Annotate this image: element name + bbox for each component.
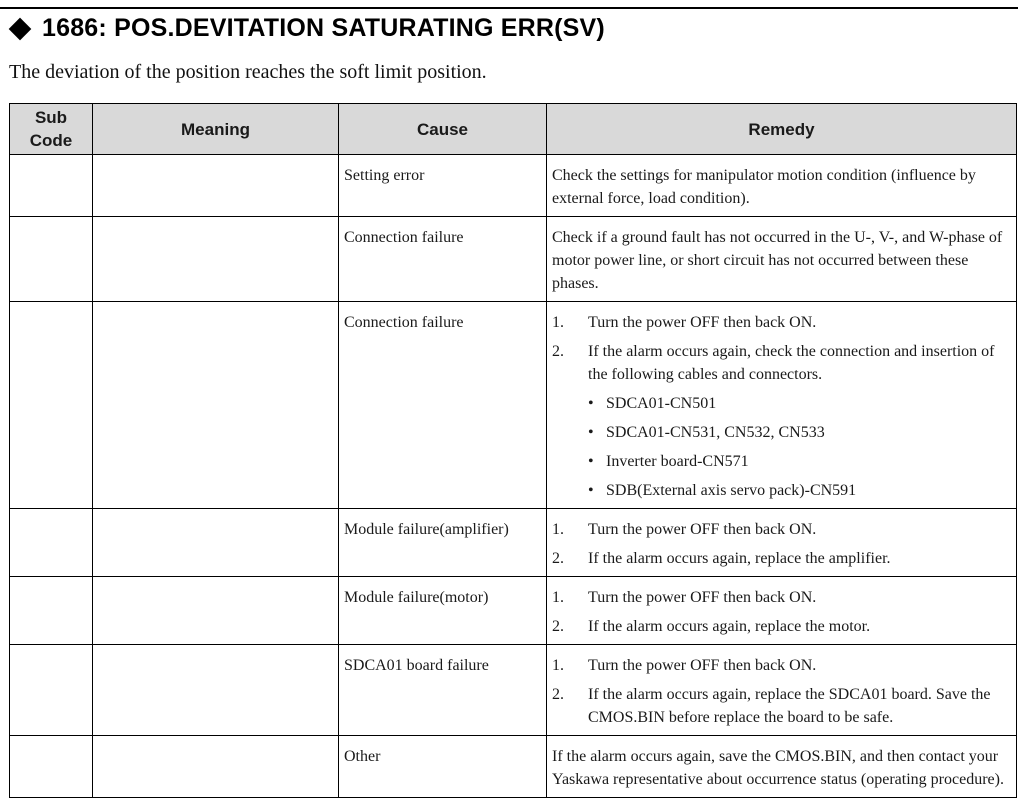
cause-cell: Module failure(motor) <box>339 577 547 645</box>
meaning-cell <box>93 509 339 577</box>
table-row <box>10 217 1017 302</box>
step-number: 1. <box>552 589 564 606</box>
remedy-cell: Check the settings for manipulator motion condition (influence by external force, load condition). <box>547 155 1017 217</box>
table-row <box>10 302 1017 509</box>
remedy-step <box>552 586 1011 609</box>
sub-code-cell <box>10 217 93 302</box>
table-row <box>10 736 1017 798</box>
table-row <box>10 155 1017 217</box>
cause-cell: Connection failure <box>339 302 547 509</box>
step-content <box>588 311 1011 334</box>
header-cause: Cause <box>339 104 547 155</box>
connector-label: SDCA01-CN501 <box>606 395 717 412</box>
step-text: If the alarm occurs again, replace the SDCA01 board. Save the CMOS.BIN before replace the board to be safe. <box>588 686 991 726</box>
table-row <box>10 509 1017 577</box>
step-number: 2. <box>552 686 564 703</box>
step-content <box>588 340 1011 502</box>
sub-code-cell <box>10 509 93 577</box>
sub-code-cell <box>10 302 93 509</box>
connector-label: SDCA01-CN531, CN532, CN533 <box>606 424 825 441</box>
sub-code-cell <box>10 577 93 645</box>
bullet-icon: • <box>588 453 594 470</box>
connector-label: SDB(External axis servo pack)-CN591 <box>606 482 857 499</box>
connector-list-item <box>588 421 1011 444</box>
remedy-step <box>552 311 1011 334</box>
remedy-step <box>552 547 1011 570</box>
step-number: 2. <box>552 343 564 360</box>
sub-code-cell <box>10 155 93 217</box>
step-number: 1. <box>552 657 564 674</box>
cause-cell: Connection failure <box>339 217 547 302</box>
diamond-bullet-icon <box>9 17 32 40</box>
meaning-cell <box>93 577 339 645</box>
remedy-cell <box>547 577 1017 645</box>
step-number: 2. <box>552 618 564 635</box>
meaning-cell <box>93 302 339 509</box>
connector-label: Inverter board-CN571 <box>606 453 749 470</box>
step-text: Turn the power OFF then back ON. <box>588 521 817 538</box>
cause-cell: Module failure(amplifier) <box>339 509 547 577</box>
alarm-table <box>9 103 1017 798</box>
table-body <box>10 155 1017 798</box>
alarm-description: The deviation of the position reaches the soft limit position. <box>9 61 487 83</box>
step-content <box>588 518 1011 541</box>
cause-cell: SDCA01 board failure <box>339 645 547 736</box>
remedy-step <box>552 654 1011 677</box>
remedy-cell: If the alarm occurs again, save the CMOS.BIN, and then contact your Yaskawa representative about occurrence status (operating procedure). <box>547 736 1017 798</box>
connector-list <box>588 392 1011 502</box>
meaning-cell <box>93 645 339 736</box>
step-content <box>588 654 1011 677</box>
header-sub-code: Sub Code <box>10 104 93 155</box>
remedy-step <box>552 340 1011 502</box>
header-meaning: Meaning <box>93 104 339 155</box>
step-number: 1. <box>552 314 564 331</box>
cause-cell: Setting error <box>339 155 547 217</box>
table-row <box>10 577 1017 645</box>
step-text: If the alarm occurs again, check the connection and insertion of the following cables and connectors. <box>588 343 995 383</box>
connector-list-item <box>588 392 1011 415</box>
step-content <box>588 547 1011 570</box>
page-title: 1686: POS.DEVITATION SATURATING ERR(SV) <box>42 14 605 42</box>
remedy-step <box>552 615 1011 638</box>
step-content <box>588 586 1011 609</box>
meaning-cell <box>93 217 339 302</box>
sub-code-cell <box>10 645 93 736</box>
step-content <box>588 683 1011 729</box>
connector-list-item <box>588 450 1011 473</box>
remedy-step <box>552 518 1011 541</box>
meaning-cell <box>93 736 339 798</box>
remedy-cell <box>547 302 1017 509</box>
sub-code-cell <box>10 736 93 798</box>
bullet-icon: • <box>588 482 594 499</box>
bullet-icon: • <box>588 395 594 412</box>
step-content <box>588 615 1011 638</box>
remedy-step <box>552 683 1011 729</box>
step-number: 1. <box>552 521 564 538</box>
step-number: 2. <box>552 550 564 567</box>
table-header-row <box>10 104 1017 155</box>
top-rule <box>0 7 1018 9</box>
step-text: Turn the power OFF then back ON. <box>588 314 817 331</box>
table-row <box>10 645 1017 736</box>
connector-list-item <box>588 479 1011 502</box>
step-text: If the alarm occurs again, replace the amplifier. <box>588 550 891 567</box>
step-text: If the alarm occurs again, replace the motor. <box>588 618 871 635</box>
remedy-cell: Check if a ground fault has not occurred in the U-, V-, and W-phase of motor power line, or short circuit has not occurred between these phases. <box>547 217 1017 302</box>
meaning-cell <box>93 155 339 217</box>
cause-cell: Other <box>339 736 547 798</box>
remedy-cell <box>547 509 1017 577</box>
step-text: Turn the power OFF then back ON. <box>588 657 817 674</box>
step-text: Turn the power OFF then back ON. <box>588 589 817 606</box>
header-remedy: Remedy <box>547 104 1017 155</box>
alarm-heading <box>9 14 605 43</box>
bullet-icon: • <box>588 424 594 441</box>
remedy-cell <box>547 645 1017 736</box>
